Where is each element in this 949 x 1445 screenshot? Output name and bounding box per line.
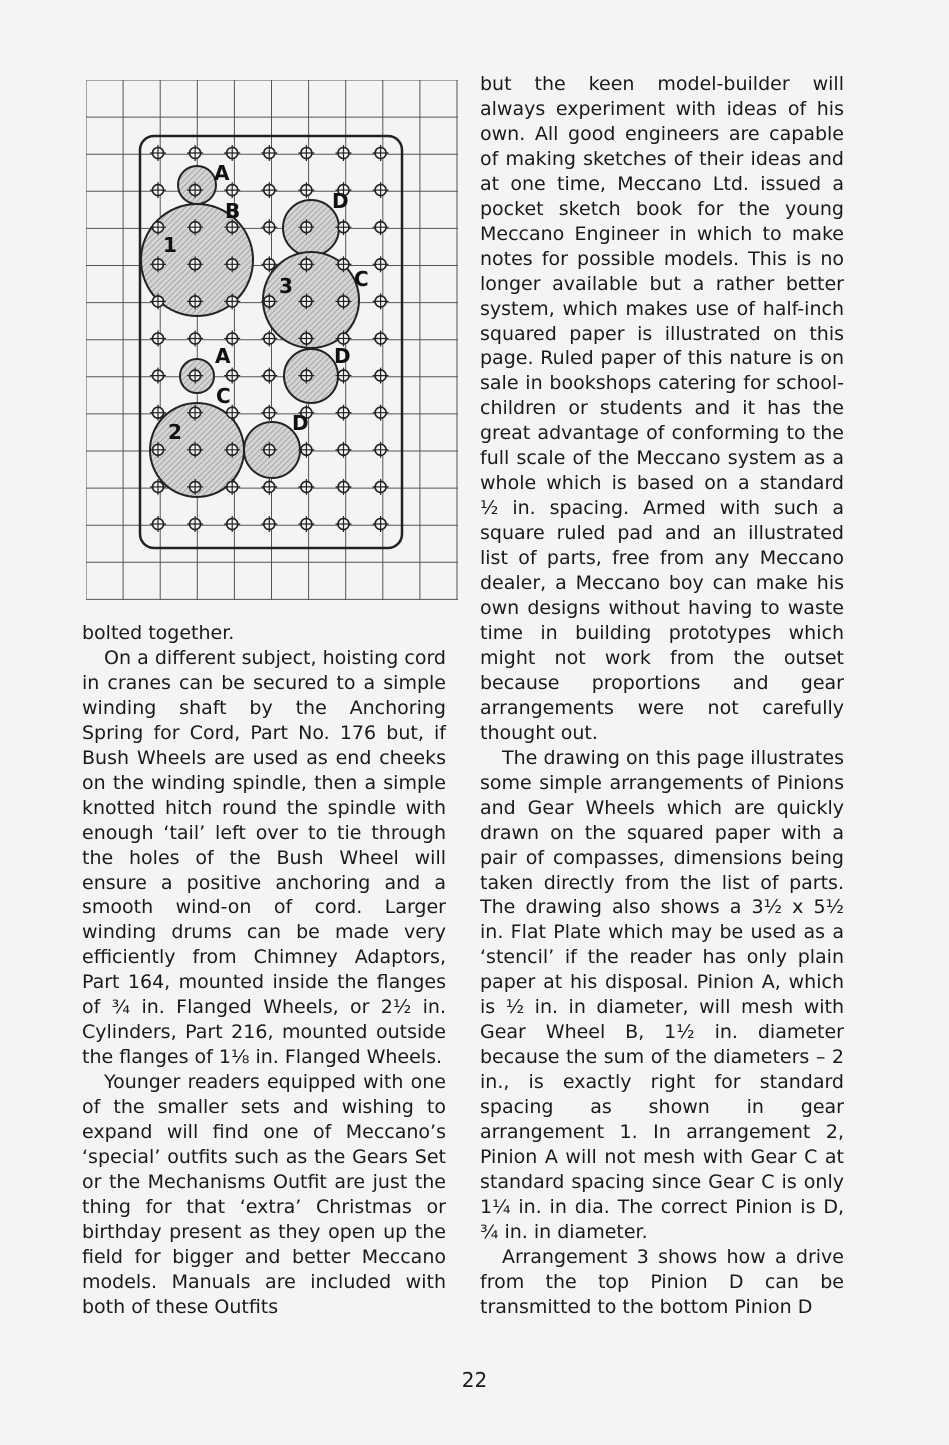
right-paragraph-2: The drawing on this page illustrates some simple arrangements of Pinions and Gear Wheels which are quickly drawn on the squared paper with a pair of compasses, dimensions being taken directly from the list of parts. The drawing also shows a 3½ x 5½ in. Flat Plate which may be used as a ‘stencil’ if the reader has only plain paper at his disposal. Pinion A, which is ½ in. in diameter, will mesh with Gear Wheel B, 1½ in. diameter because the sum of the diameters – 2 in., is exactly right for standard spacing as shown in gear arrangement 1. In arrangement 2, Pinion A will not mesh with Gear C at standard spacing since Gear C is only 1¼ in. in dia. The correct Pinion is D, ¾ in. in diameter. (480, 746, 844, 1243)
right-paragraph-3: Arrangement 3 shows how a drive from the top Pinion D can be transmitted to the bottom Pinion D (480, 1245, 844, 1318)
label-gear-c-top: C (354, 267, 369, 291)
plate-hole (187, 331, 203, 347)
left-paragraph-1: bolted together. (82, 622, 235, 644)
gear-wheels (141, 166, 359, 497)
label-pinion-d-top: D (332, 189, 349, 213)
plate-hole (150, 331, 166, 347)
plate-hole (224, 516, 240, 532)
plate-hole (261, 368, 277, 384)
plate-hole (373, 405, 389, 421)
plate-hole (336, 516, 352, 532)
plate-hole (150, 145, 166, 161)
left-paragraph-3: Younger readers equipped with one of the smaller sets and wishing to expand will find one of Meccano’s ‘special’ outfits such as the Gears Set or the Mechanisms Outfit are just the thing for that ‘extra’ Christmas or birthday present as they open up the field for bigger and better Meccano models. Manuals are included with both of these Outfits (82, 1071, 446, 1318)
label-pinion-d-mid: D (334, 344, 351, 368)
left-column (82, 621, 446, 1320)
plate-hole (150, 516, 166, 532)
plate-hole (373, 516, 389, 532)
plate-hole (373, 145, 389, 161)
plate-hole (373, 293, 389, 309)
plate-hole (150, 368, 166, 384)
label-arrangement-1: 1 (163, 233, 177, 257)
plate-hole (373, 331, 389, 347)
plate-hole (298, 145, 314, 161)
plate-hole (298, 479, 314, 495)
right-column (480, 72, 844, 1320)
plate-hole (336, 442, 352, 458)
plate-hole (298, 442, 314, 458)
plate-hole (261, 516, 277, 532)
plate-hole (224, 368, 240, 384)
label-arrangement-2: 2 (168, 420, 182, 444)
plate-hole (187, 516, 203, 532)
right-paragraph-1: but the keen model-builder will always experiment with ideas of his own. All good engineers are capable of making sketches of their ideas and at one time, Meccano Ltd. issued a pocket sketch book for the young Meccano Engineer in which to make notes for possible models. This is no longer available but a rather better system, which makes use of half-inch squared paper is illustrated on this page. Ruled paper of this nature is on sale in bookshops catering for school-children or students and it has the great advantage of conforming to the full scale of the Meccano system as a whole which is based on a standard ½ in. spacing. Armed with such a square ruled pad and an illustrated list of parts, free from any Meccano dealer, a Meccano boy can make his own designs without having to waste time in building prototypes which might not work from the outset because proportions and gear arrangements were not carefully thought out. (480, 73, 844, 744)
plate-hole (336, 405, 352, 421)
plate-hole (298, 516, 314, 532)
plate-hole (261, 479, 277, 495)
label-gear-b: B (225, 199, 241, 223)
gear-arrangement-diagram (86, 80, 458, 600)
plate-hole (373, 442, 389, 458)
left-paragraph-2: On a different subject, hoisting cord in cranes can be secured to a simple winding shaft by the Anchoring Spring for Cord, Part No. 176 but, if Bush Wheels are used as end cheeks on the winding spindle, then a simple knotted hitch round the spindle with enough ‘tail’ left over to tie through the holes of the Bush Wheel will ensure a positive anchoring and a smooth wind-on of cord. Larger winding drums can be made very efficiently from Chimney Adaptors, Part 164, mounted inside the flanges of ¾ in. Flanged Wheels, or 2½ in. Cylinders, Part 216, mounted outside the flanges of 1⅛ in. Flanged Wheels. (82, 646, 446, 1069)
plate-hole (224, 145, 240, 161)
plate-hole (336, 479, 352, 495)
plate-hole (150, 182, 166, 198)
plate-hole (261, 182, 277, 198)
plate-hole (187, 145, 203, 161)
plate-hole (373, 479, 389, 495)
label-arrangement-3: 3 (279, 274, 293, 298)
plate-hole (373, 368, 389, 384)
plate-hole (373, 256, 389, 272)
plate-hole (373, 219, 389, 235)
label-pinion-d-bottom: D (292, 411, 309, 435)
plate-hole (298, 182, 314, 198)
plate-hole (261, 219, 277, 235)
plate-hole (261, 145, 277, 161)
plate-hole (261, 405, 277, 421)
plate-hole (373, 182, 389, 198)
label-gear-c-mid: C (216, 384, 231, 408)
label-pinion-a-mid: A (215, 344, 231, 368)
page-number: 22 (461, 1368, 488, 1392)
label-pinion-a-top: A (214, 161, 230, 185)
plate-hole (336, 145, 352, 161)
